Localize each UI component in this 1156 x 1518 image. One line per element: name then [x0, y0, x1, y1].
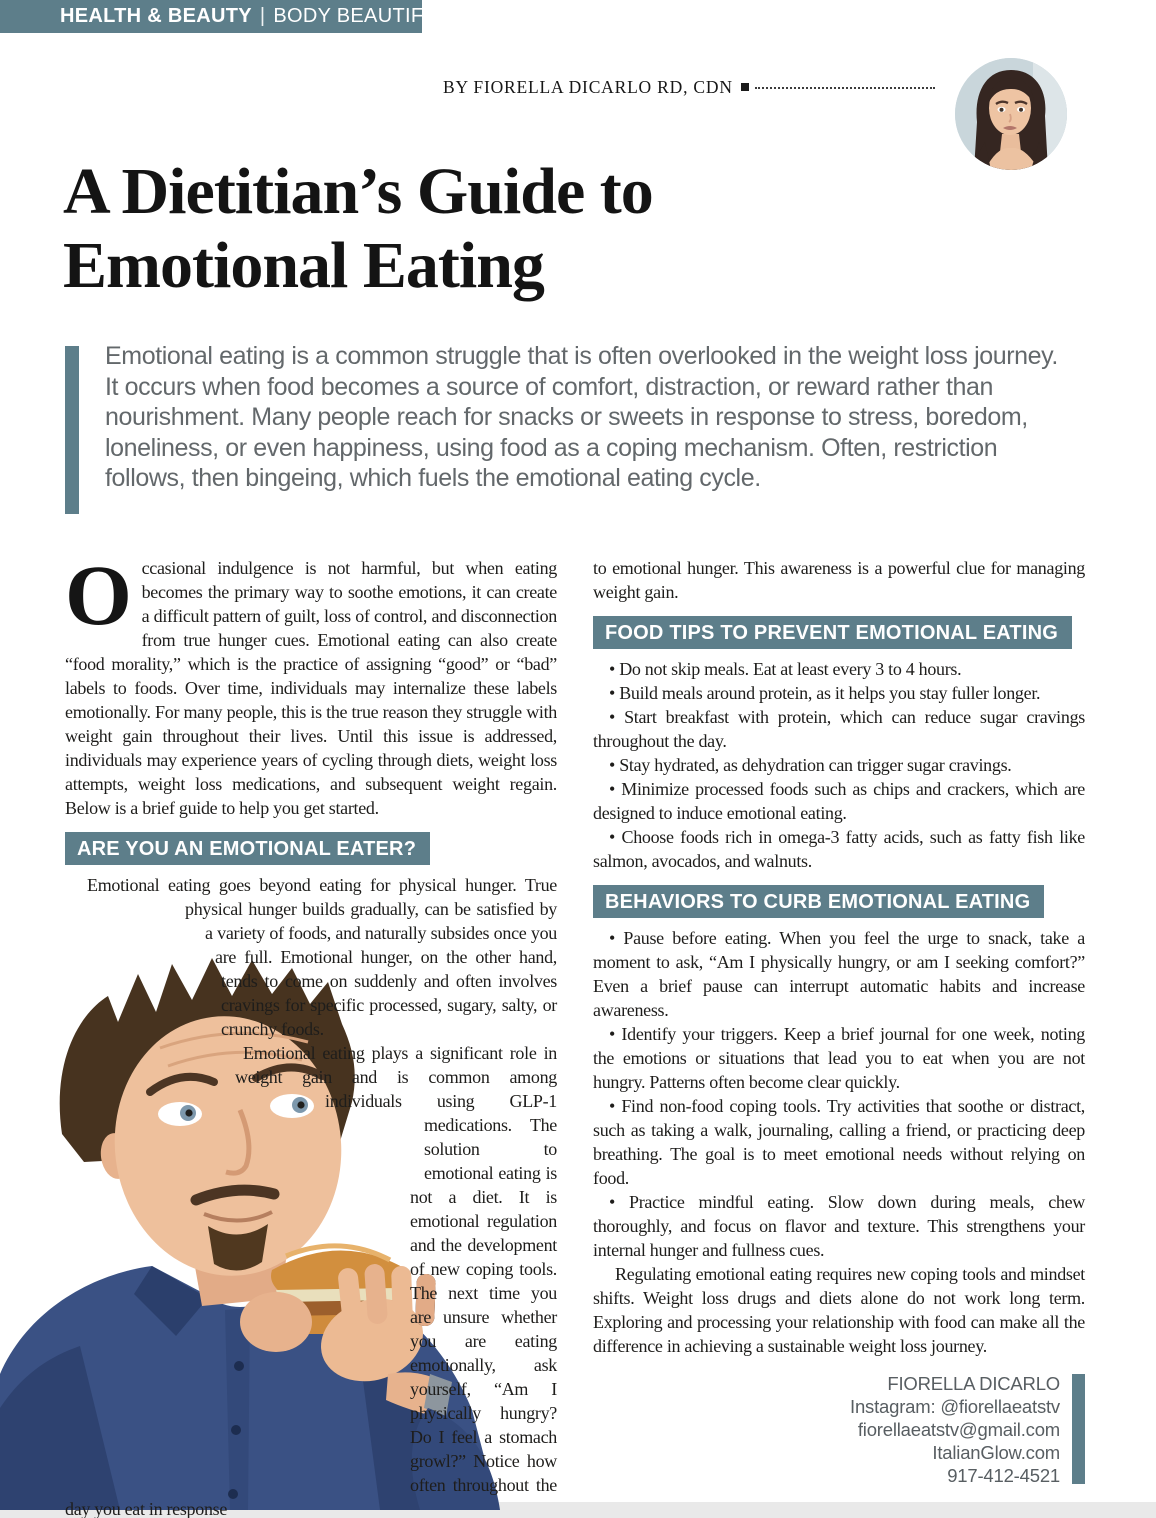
- section-header-wrap-2: [593, 616, 1085, 649]
- byline-row: [443, 76, 935, 98]
- contact-lines: [850, 1372, 1060, 1487]
- behavior-item: • Identify your triggers. Keep a brief journal for one week, noting the emotions or situations that lead you to eat when you are not hungry. Patterns often become clear quickly.: [593, 1024, 1085, 1092]
- kicker-section-label: HEALTH & BEAUTY: [60, 5, 252, 27]
- body-paragraph-2: [65, 873, 557, 1041]
- left-column: [65, 547, 557, 1518]
- right-column: [593, 556, 1085, 1496]
- section-header-behaviors: BEHAVIORS TO CURB EMOTIONAL EATING: [593, 885, 1044, 918]
- intro-text: Emotional eating is a common struggle that is often overlooked in the weight loss journey. It occurs when food becomes a source of comfort, distraction, or reward rather than nourishment. Many people reach for snacks or sweets in response to stress, boredom, loneliness, or even happiness, using food as a coping mechanism. Often, restriction follows, then bingeing, which fuels the emotional eating cycle.: [105, 342, 1058, 492]
- body-paragraph-1-text: ccasional indulgence is not harmful, but when eating becomes the primary way to soothe emotions, it can create a difficult pattern of guilt, loss of control, and disconnection from true hunger cues. Emotional eating can also create “food morality,” which is the practice of assigning “good” or “bad” labels to foods. Over time, individuals may internalize these labels emotionally. For many people, this is the true reason they struggle with weight gain throughout their lives. Until this issue is addressed, individuals may experience years of cycling through diets, weight loss attempts, weight loss medications, and subsequent weight regain. Below is a brief guide to help you get started.: [65, 558, 557, 818]
- author-portrait-photo: [955, 58, 1067, 170]
- food-tip-item: • Minimize processed foods such as chips and crackers, which are designed to induce emotional eating.: [593, 779, 1085, 823]
- food-tip-item: • Stay hydrated, as dehydration can trigger sugar cravings.: [609, 755, 1012, 775]
- body-paragraph-1: [65, 547, 557, 820]
- body-paragraph-continued: to emotional hunger. This awareness is a powerful clue for managing weight gain.: [593, 558, 1085, 602]
- intro-accent-bar: [65, 346, 79, 514]
- body-paragraph-2-text: Emotional eating goes beyond eating for physical hunger. True physical hunger builds gradually, can be satisfied by a variety of foods, and naturally subsides once you are full. Emotional hunger, on the other hand, tends to come on suddenly and often involves cravings for specific processed, sugary, salty, or crunchy foods.: [87, 875, 557, 1039]
- body-paragraph-3: Emotional eating plays a significant role in weight gain and is common among individuals using GLP-1 medications. The solution to emotional eating is not a diet. It is emotional regulation and the development of new coping tools. The next time you are unsure whether you are eating emotionally, ask yourself, “Am I physically hungry? Do I feel a stomach growl?” Notice how often throughout the day you eat in response: [65, 1043, 557, 1518]
- intro-deck: [65, 341, 1065, 514]
- contact-email: fiorellaeatstv@gmail.com: [857, 1419, 1060, 1440]
- behavior-item: • Pause before eating. When you feel the urge to snack, take a moment to ask, “Am I physically hungry, or am I seeking comfort?” Even a brief pause can interrupt automatic habits and increase awareness.: [593, 928, 1085, 1020]
- section-header-wrap-3: [593, 885, 1085, 918]
- drop-cap: O: [65, 547, 132, 643]
- food-tip-item: • Choose foods rich in omega-3 fatty acids, such as fatty fish like salmon, avocados, and walnuts.: [593, 827, 1085, 871]
- article-title-line1: A Dietitian’s Guide to: [63, 155, 653, 228]
- byline: BY FIORELLA DICARLO RD, CDN: [443, 76, 733, 97]
- food-tip-item: • Build meals around protein, as it helps you stay fuller longer.: [609, 683, 1041, 703]
- contact-instagram: Instagram: @fiorellaeatstv: [850, 1396, 1060, 1417]
- contact-phone: 917-412-4521: [947, 1465, 1060, 1486]
- food-tip-item: • Start breakfast with protein, which can reduce sugar cravings throughout the day.: [593, 707, 1085, 751]
- byline-square-bullet: [741, 83, 749, 91]
- dotted-divider: [755, 87, 935, 89]
- contact-name: FIORELLA DICARLO: [887, 1373, 1060, 1394]
- behavior-item: • Practice mindful eating. Slow down during meals, chew thoroughly, and focus on flavor and texture. This strengthens your internal hunger and fullness cues.: [593, 1192, 1085, 1260]
- section-header-emotional-eater: ARE YOU AN EMOTIONAL EATER?: [65, 832, 430, 865]
- article-title: [63, 155, 963, 303]
- contact-block: [593, 1372, 1085, 1487]
- article-body: [65, 547, 1085, 1518]
- section-header-food-tips: FOOD TIPS TO PREVENT EMOTIONAL EATING: [593, 616, 1072, 649]
- contact-accent-bar: [1072, 1374, 1085, 1484]
- food-tip-item: • Do not skip meals. Eat at least every 3 to 4 hours.: [609, 659, 962, 679]
- contact-website: ItalianGlow.com: [932, 1442, 1060, 1463]
- article-title-line2: Emotional Eating: [63, 229, 544, 302]
- closing-paragraph: Regulating emotional eating requires new coping tools and mindset shifts. Weight loss drugs and diets alone do not work long term. Exploring and processing your relationship with food can make all the difference in achieving a sustainable weight loss journey.: [593, 1264, 1085, 1356]
- kicker-column-label: BODY BEAUTIFUL: [273, 5, 450, 27]
- kicker-divider: |: [259, 5, 266, 27]
- section-header-wrap-1: [65, 832, 557, 865]
- behavior-item: • Find non-food coping tools. Try activities that soothe or distract, such as taking a walk, journaling, calling a friend, or practicing deep breathing. The goal is to meet emotional needs without relying on food.: [593, 1096, 1085, 1188]
- author-portrait-illustration: [955, 58, 1067, 170]
- section-kicker-bar: [0, 0, 450, 33]
